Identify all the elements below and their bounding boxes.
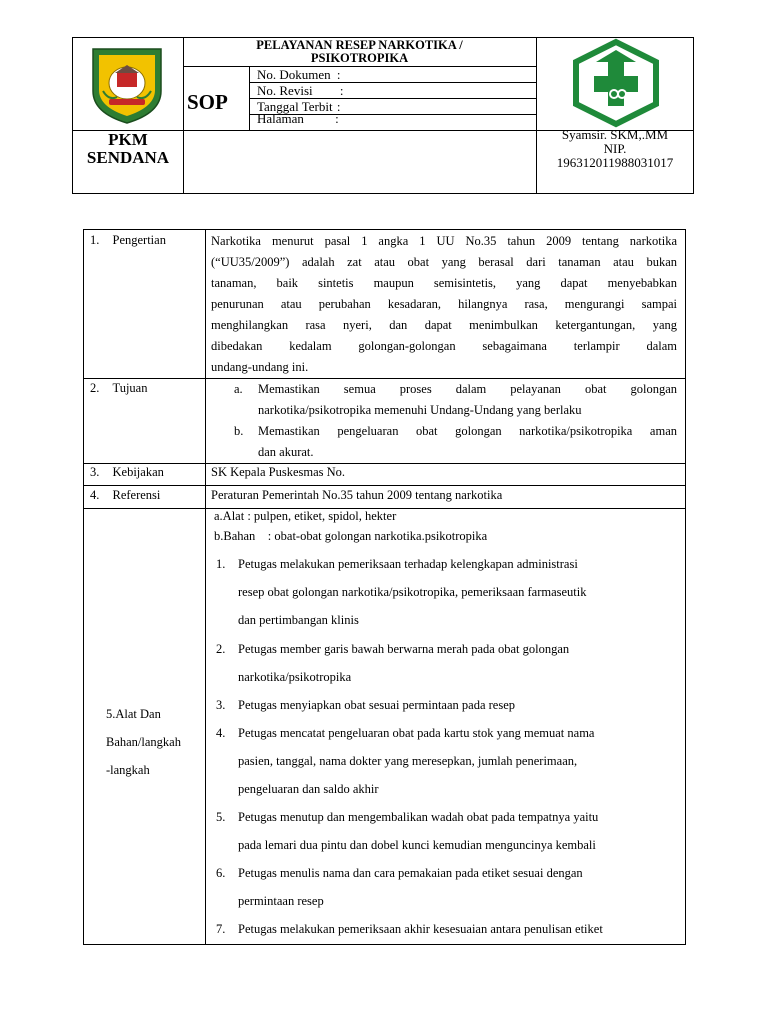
step-number: 5. bbox=[216, 810, 226, 824]
org-name-line2: SENDANA bbox=[86, 148, 170, 167]
section-title-line: 5.Alat Dan bbox=[106, 707, 161, 721]
list-line: narkotika/psikotropika memenuhi Undang-Undang yang berlaku bbox=[258, 403, 582, 417]
section-title: Pengertian bbox=[112, 233, 166, 247]
section-label-langkah bbox=[106, 700, 181, 784]
section-label-kebijakan bbox=[90, 465, 164, 480]
alat-text: a.Alat : pulpen, etiket, spidol, hekter bbox=[214, 509, 397, 523]
list-line: Memastikan semua proses dalam pelayanan obat golongan bbox=[258, 382, 677, 396]
section-number: 3. bbox=[90, 465, 100, 479]
referensi-text: Peraturan Pemerintah No.35 tahun 2009 tentang narkotika bbox=[211, 488, 503, 502]
section-label-tujuan bbox=[90, 381, 147, 396]
tujuan-item-a-marker: a. bbox=[234, 382, 243, 396]
field-separator: : bbox=[336, 99, 341, 114]
step-number: 4. bbox=[216, 726, 226, 740]
step-line: dan pertimbangan klinis bbox=[238, 613, 359, 627]
step-line: Petugas menutup dan mengembalikan wadah obat pada tempatnya yaitu bbox=[238, 810, 599, 824]
field-separator: : bbox=[336, 67, 341, 82]
column-divider bbox=[205, 230, 206, 944]
section-title: Referensi bbox=[112, 488, 161, 502]
puskesmas-cross-icon bbox=[570, 38, 662, 128]
tujuan-item-b bbox=[258, 421, 677, 463]
paragraph-line: Narkotika menurut pasal 1 angka 1 UU No.35 tahun 2009 tentang narkotika bbox=[211, 234, 677, 248]
section-title-line: Bahan/langkah bbox=[106, 735, 181, 749]
signer-nip-label: NIP. bbox=[603, 141, 627, 156]
kebijakan-text: SK Kepala Puskesmas No. bbox=[211, 465, 346, 479]
step-line: Petugas mencatat pengeluaran obat pada kartu stok yang memuat nama bbox=[238, 726, 595, 740]
step-number: 7. bbox=[216, 922, 226, 936]
list-line: dan akurat. bbox=[258, 445, 314, 459]
section-title: Kebijakan bbox=[112, 465, 164, 479]
pengertian-text bbox=[211, 231, 677, 378]
step-line: permintaan resep bbox=[238, 894, 324, 908]
field-no-dokumen bbox=[257, 67, 341, 82]
step-number: 6. bbox=[216, 866, 226, 880]
section-label-referensi bbox=[90, 488, 160, 503]
row-divider bbox=[84, 463, 685, 464]
step-line: Petugas member garis bawah berwarna merah pada obat golongan bbox=[238, 642, 570, 656]
field-halaman bbox=[257, 111, 339, 126]
sop-label: SOP bbox=[187, 90, 228, 114]
section-label-pengertian bbox=[90, 233, 166, 248]
paragraph-line: menghilangkan rasa nyeri, dan dapat menimbulkan ketergantungan, yang bbox=[211, 318, 677, 332]
section-title-line: -langkah bbox=[106, 763, 150, 777]
header-divider bbox=[183, 66, 536, 67]
tujuan-item-a bbox=[258, 379, 677, 421]
document-title-line2: PSIKOTROPIKA bbox=[310, 51, 409, 65]
sop-header-table bbox=[72, 37, 694, 194]
row-divider bbox=[84, 485, 685, 486]
step-line: Petugas menulis nama dan cara pemakaian pada etiket sesuai dengan bbox=[238, 866, 583, 880]
signer-nip: 196312011988031017 bbox=[556, 155, 674, 170]
paragraph-line: undang-undang ini. bbox=[211, 360, 309, 374]
document-title-line1: PELAYANAN RESEP NARKOTIKA / bbox=[256, 38, 463, 52]
paragraph-line: tanaman, baik sintetis maupun semisintetis, yang dapat menyebabkan bbox=[211, 276, 677, 290]
step-line: pasien, tanggal, nama dokter yang meresepkan, jumlah penerimaan, bbox=[238, 754, 578, 768]
step-number: 2. bbox=[216, 642, 226, 656]
section-number: 4. bbox=[90, 488, 100, 502]
regency-crest-icon bbox=[87, 43, 167, 125]
field-separator: : bbox=[335, 111, 339, 126]
step-line: Petugas melakukan pemeriksaan akhir kesesuaian antara penulisan etiket bbox=[238, 922, 603, 936]
tujuan-item-b-marker: b. bbox=[234, 424, 244, 438]
step-line: Petugas melakukan pemeriksaan terhadap kelengkapan administrasi bbox=[238, 557, 578, 571]
step-number: 3. bbox=[216, 698, 226, 712]
org-name-line1: PKM bbox=[108, 130, 148, 149]
paragraph-line: dibedakan kedalam golongan-golongan sebagaimana terlampir dalam bbox=[211, 339, 677, 353]
step-number: 1. bbox=[216, 557, 226, 571]
step-line: narkotika/psikotropika bbox=[238, 670, 352, 684]
field-label: Halaman bbox=[257, 111, 304, 126]
field-label: Tanggal Terbit bbox=[257, 99, 333, 114]
step-line: pengeluaran dan saldo akhir bbox=[238, 782, 379, 796]
field-separator: : bbox=[339, 83, 344, 98]
section-title: Tujuan bbox=[112, 381, 148, 395]
paragraph-line: (“UU35/2009”) adalah zat atau obat yang berasal dari tanaman atau bukan bbox=[211, 255, 677, 269]
list-line: Memastikan pengeluaran obat golongan narkotika/psikotropika aman bbox=[258, 424, 677, 438]
paragraph-line: penurunan atau perubahan kesadaran, hilangnya rasa, mengurangi sampai bbox=[211, 297, 677, 311]
step-line: Petugas menyiapkan obat sesuai permintaan pada resep bbox=[238, 698, 515, 712]
field-label: No. Revisi bbox=[257, 83, 313, 98]
field-no-revisi bbox=[257, 83, 344, 98]
bahan-text: b.Bahan : obat-obat golongan narkotika.psikotropika bbox=[214, 529, 488, 543]
sop-content-table bbox=[83, 229, 686, 945]
step-line: resep obat golongan narkotika/psikotropika, pemeriksaan farmaseutik bbox=[238, 585, 587, 599]
field-label: No. Dokumen bbox=[257, 67, 331, 82]
signer-name: Syamsir. SKM,.MM bbox=[561, 127, 669, 142]
section-number: 2. bbox=[90, 381, 100, 395]
section-number: 1. bbox=[90, 233, 100, 247]
step-line: pada lemari dua pintu dan dobel kunci kemudian menguncinya kembali bbox=[238, 838, 596, 852]
